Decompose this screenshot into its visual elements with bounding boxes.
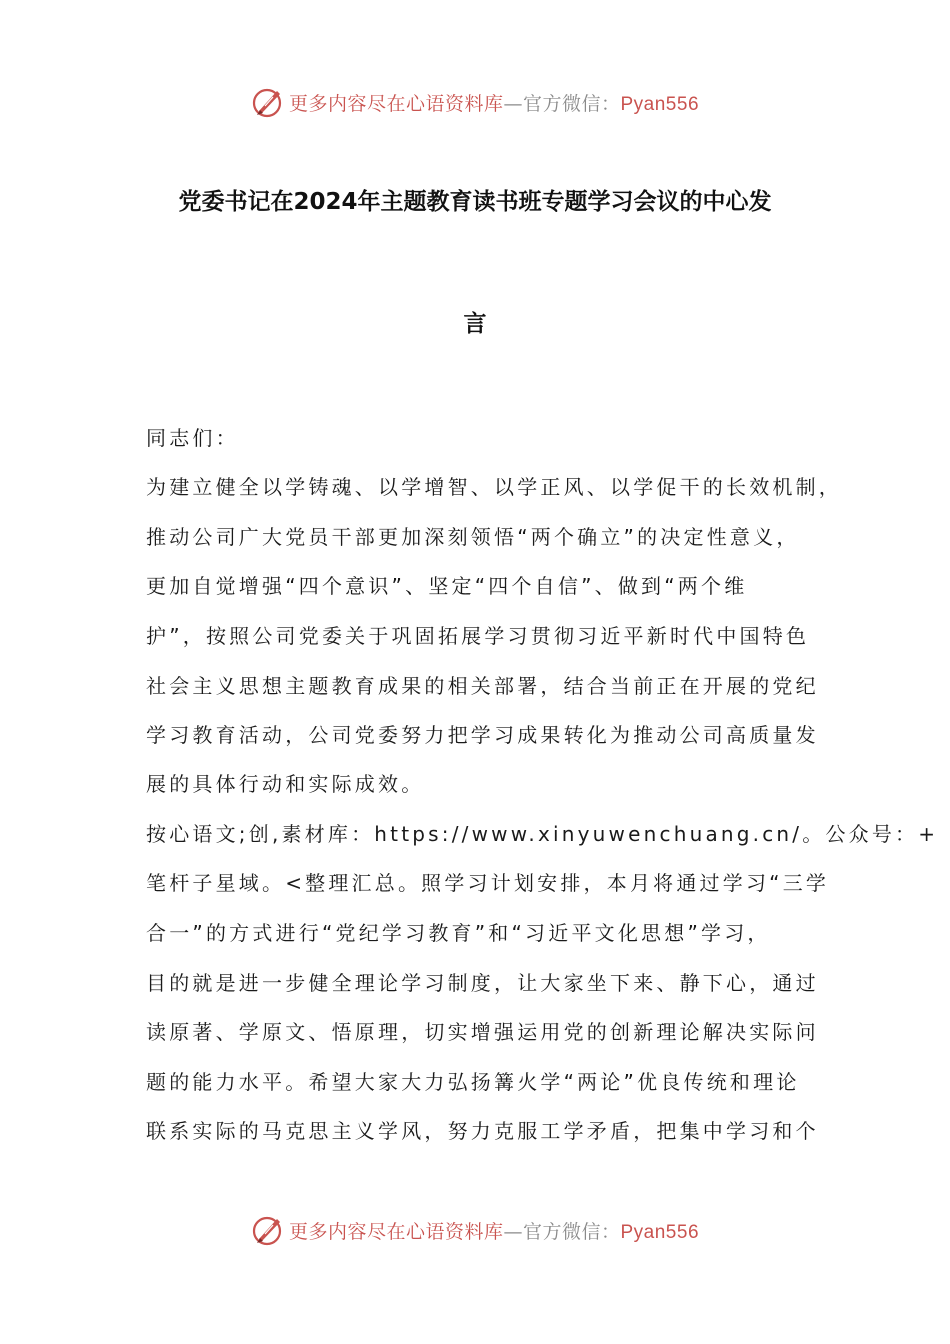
body-text-line: 目的就是进一步健全理论学习制度，让大家坐下来、静下心，通过 bbox=[146, 971, 819, 995]
body-text-line: 读原著、学原文、悟原理，切实增强运用党的创新理论解决实际问 bbox=[146, 1020, 819, 1044]
body-text-line: 展的具体行动和实际成效。 bbox=[146, 772, 425, 796]
body-text-line: 按心语文;创,素材库：https://www.xinyuwenchuang.cn/。公众号：+ bbox=[146, 822, 939, 846]
body-text-line: 更加自觉增强“四个意识”、坚定“四个自信”、做到“两个维 bbox=[146, 574, 748, 598]
body-text-line: 联系实际的马克思主义学风，努力克服工学矛盾，把集中学习和个 bbox=[146, 1119, 819, 1143]
body-text-line: 题的能力水平。希望大家大力弘扬篝火学“两论”优良传统和理论 bbox=[146, 1070, 800, 1094]
watermark-text: 更多内容尽在心语资料库—官方微信：Pyan556 bbox=[288, 1220, 700, 1243]
document-title-continued: 言 bbox=[463, 311, 487, 337]
body-text-line: 合一”的方式进行“党纪学习教育”和“习近平文化思想”学习， bbox=[146, 921, 771, 945]
header-watermark bbox=[0, 82, 950, 122]
footer-watermark bbox=[0, 1210, 950, 1250]
body-text-line: 为建立健全以学铸魂、以学增智、以学正风、以学促干的长效机制， bbox=[146, 475, 842, 499]
watermark-text: 更多内容尽在心语资料库—官方微信：Pyan556 bbox=[288, 92, 700, 115]
quill-pen-circle-icon bbox=[251, 85, 285, 119]
quill-pen-circle-icon bbox=[251, 1213, 285, 1247]
salutation: 同志们： bbox=[146, 426, 239, 450]
body-text-line: 笔杆子星域。<整理汇总。照学习计划安排，本月将通过学习“三学 bbox=[146, 871, 830, 895]
body-text-line: 推动公司广大党员干部更加深刻领悟“两个确立”的决定性意义， bbox=[146, 525, 800, 549]
body-text-line: 学习教育活动，公司党委努力把学习成果转化为推动公司高质量发 bbox=[146, 723, 819, 747]
document-title: 党委书记在2024年主题教育读书班专题学习会议的中心发 bbox=[178, 189, 772, 215]
body-text-line: 社会主义思想主题教育成果的相关部署，结合当前正在开展的党纪 bbox=[146, 674, 819, 698]
body-text-line: 护”，按照公司党委关于巩固拓展学习贯彻习近平新时代中国特色 bbox=[146, 624, 810, 648]
